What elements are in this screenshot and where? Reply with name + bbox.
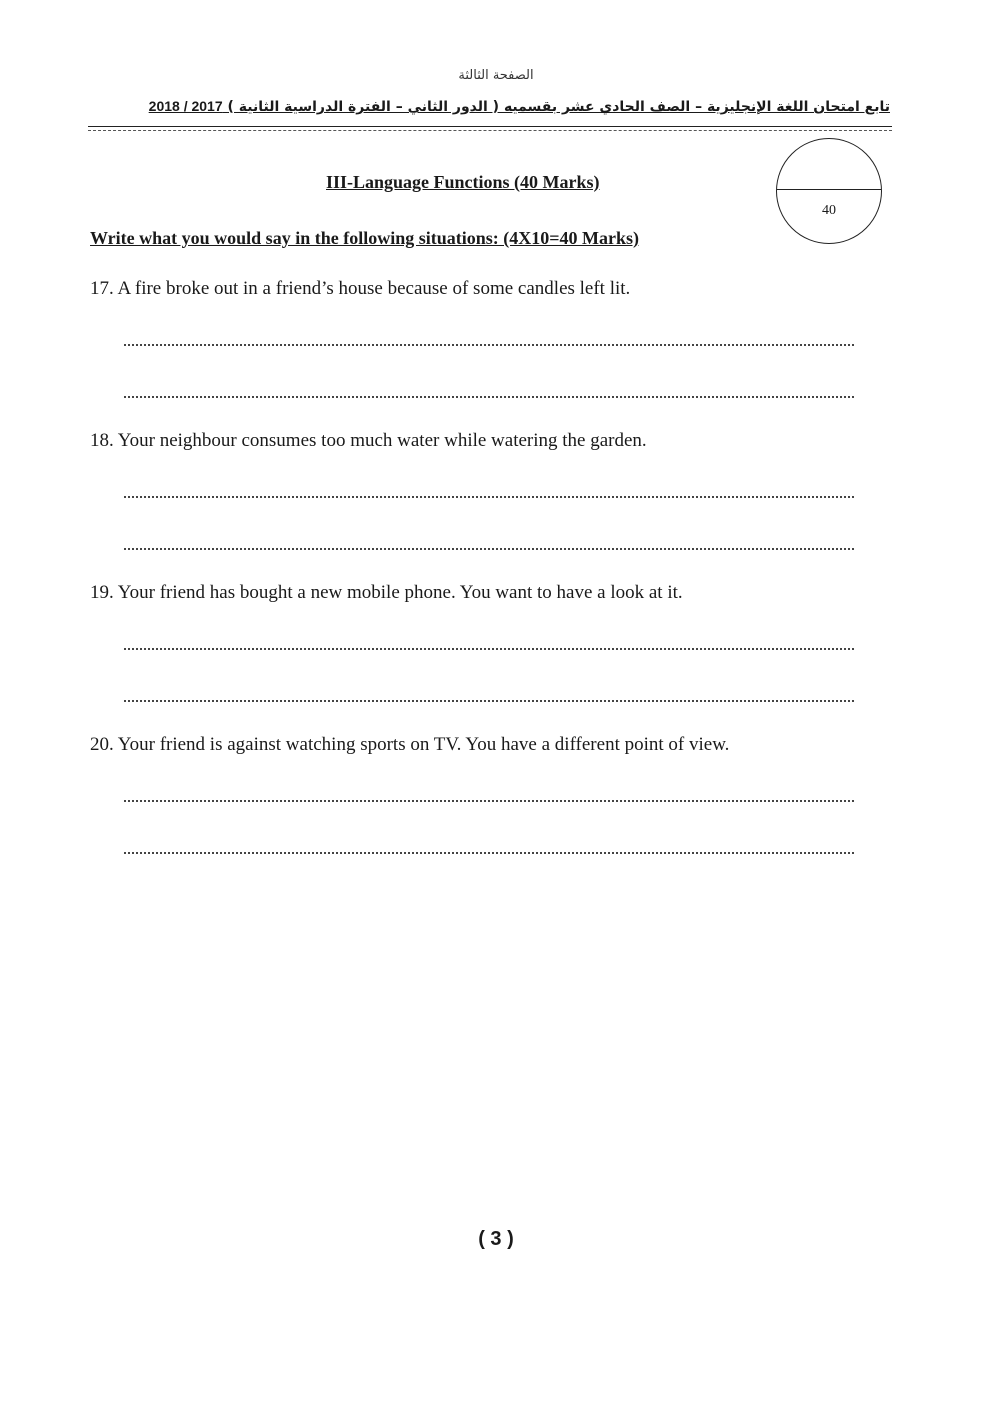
- answer-line-19a[interactable]: [124, 648, 854, 650]
- answer-line-19b[interactable]: [124, 700, 854, 702]
- section-title: III-Language Functions (40 Marks): [326, 172, 600, 192]
- page-number: ( 3 ): [478, 1228, 514, 1250]
- section-instruction: Write what you would say in the following situations: (4X10=40 Marks): [90, 228, 639, 248]
- marks-total: 40: [822, 203, 836, 218]
- answer-line-17b[interactable]: [124, 396, 854, 398]
- question-17: 17. A fire broke out in a friend’s house because of some candles left lit.: [90, 278, 631, 299]
- exam-year: 2018 / 2017: [148, 98, 223, 114]
- marks-divider: [777, 189, 881, 190]
- answer-line-18a[interactable]: [124, 496, 854, 498]
- answer-line-20b[interactable]: [124, 852, 854, 854]
- header-rule-dashed: [88, 130, 892, 131]
- page-label: الصفحة الثالثة: [458, 68, 534, 83]
- question-18: 18. Your neighbour consumes too much water while watering the garden.: [90, 430, 647, 451]
- exam-header-title: تابع امتحان اللغة الإنجليزية – الصف الحادي عشر بقسميه ( الدور الثاني – الفترة الدراسية الثانية ): [227, 99, 890, 115]
- answer-line-20a[interactable]: [124, 800, 854, 802]
- question-19: 19. Your friend has bought a new mobile phone. You want to have a look at it.: [90, 582, 683, 603]
- exam-header: [90, 98, 890, 115]
- question-20: 20. Your friend is against watching sports on TV. You have a different point of view.: [90, 734, 730, 755]
- answer-line-17a[interactable]: [124, 344, 854, 346]
- header-rule: [88, 126, 892, 127]
- answer-line-18b[interactable]: [124, 548, 854, 550]
- marks-circle: [776, 138, 882, 244]
